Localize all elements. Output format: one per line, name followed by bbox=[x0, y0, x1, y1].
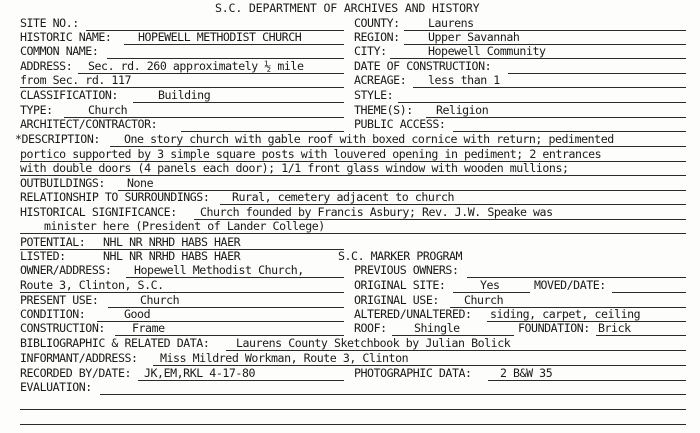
photographic-label: PHOTOGRAPHIC DATA: bbox=[354, 366, 472, 380]
photographic-value: 2 B&W 35 bbox=[500, 366, 553, 380]
evaluation-line-2 bbox=[20, 409, 686, 410]
moved-date-line bbox=[612, 292, 686, 293]
construction-label: CONSTRUCTION: bbox=[20, 321, 105, 335]
significance-rule-2 bbox=[20, 233, 686, 234]
original-use-label: ORIGINAL USE: bbox=[354, 293, 439, 307]
county-label: COUNTY: bbox=[354, 16, 400, 30]
significance-label: HISTORICAL SIGNIFICANCE: bbox=[20, 205, 177, 219]
present-use-label: PRESENT USE: bbox=[20, 293, 99, 307]
public-access-label: PUBLIC ACCESS: bbox=[354, 117, 446, 131]
historic-name-line bbox=[124, 44, 344, 45]
themes-line bbox=[426, 117, 686, 118]
owner-label: OWNER/ADDRESS: bbox=[20, 263, 112, 277]
roof-value: Shingle bbox=[414, 321, 460, 335]
previous-owners-label: PREVIOUS OWNERS: bbox=[354, 263, 459, 277]
classification-label: CLASSIFICATION: bbox=[20, 88, 118, 102]
description-label: *DESCRIPTION: bbox=[15, 132, 100, 146]
region-label: REGION: bbox=[354, 30, 400, 44]
bibliographic-value: Laurens County Sketchbook by Julian Bolick bbox=[236, 336, 511, 350]
form-title: S.C. DEPARTMENT OF ARCHIVES AND HISTORY bbox=[215, 1, 480, 15]
site-no-label: SITE NO.: bbox=[20, 16, 79, 30]
acreage-label: ACREAGE: bbox=[354, 73, 407, 87]
informant-value: Miss Mildred Workman, Route 3, Clinton bbox=[160, 351, 409, 365]
foundation-value: Brick bbox=[598, 321, 631, 335]
evaluation-label: EVALUATION: bbox=[20, 380, 92, 394]
acreage-line bbox=[413, 87, 686, 88]
photographic-line bbox=[488, 380, 686, 381]
foundation-line bbox=[596, 335, 686, 336]
owner-value-1: Hopewell Methodist Church, bbox=[134, 263, 304, 277]
roof-label: ROOF: bbox=[354, 321, 387, 335]
county-value: Laurens bbox=[428, 16, 474, 30]
condition-value: Good bbox=[124, 307, 151, 321]
potential-label: POTENTIAL: bbox=[20, 235, 86, 249]
date-construction-label: DATE OF CONSTRUCTION: bbox=[354, 59, 492, 73]
recorded-line bbox=[138, 380, 344, 381]
classification-value: Building bbox=[158, 88, 211, 102]
address-label: ADDRESS: bbox=[20, 59, 73, 73]
foundation-label: FOUNDATION: bbox=[518, 321, 590, 335]
relationship-label: RELATIONSHIP TO SURROUNDINGS: bbox=[20, 190, 210, 204]
owner-value-2: Route 3, Clinton, S.C. bbox=[20, 278, 164, 292]
relationship-value: Rural, cemetery adjacent to church bbox=[232, 190, 455, 204]
altered-label: ALTERED/UNALTERED: bbox=[354, 307, 472, 321]
type-label: TYPE: bbox=[20, 103, 53, 117]
address-value-2: from Sec. rd. 117 bbox=[20, 73, 132, 87]
significance-line-1: Church founded by Francis Asbury; Rev. J.W. Speake was bbox=[200, 205, 553, 219]
address-value-1: Sec. rd. 260 approximately ½ mile bbox=[88, 59, 304, 73]
region-value: Upper Savannah bbox=[428, 30, 520, 44]
date-construction-line bbox=[508, 73, 686, 74]
evaluation-line-1 bbox=[100, 394, 686, 395]
listed-label: LISTED: bbox=[20, 249, 66, 263]
acreage-value: less than 1 bbox=[428, 73, 500, 87]
outbuildings-label: OUTBUILDINGS: bbox=[20, 176, 105, 190]
outbuildings-value: None bbox=[127, 176, 154, 190]
classification-line bbox=[133, 102, 344, 103]
marker-program-label: S.C. MARKER PROGRAM bbox=[338, 249, 463, 263]
city-value: Hopewell Community bbox=[428, 44, 546, 58]
original-use-value: Church bbox=[464, 293, 504, 307]
common-name-label: COMMON NAME: bbox=[20, 44, 99, 58]
recorded-label: RECORDED BY/DATE: bbox=[20, 366, 132, 380]
architect-label: ARCHITECT/CONTRACTOR: bbox=[20, 117, 158, 131]
recorded-value: JK,EM,RKL 4-17-80 bbox=[144, 366, 256, 380]
altered-value: siding, carpet, ceiling bbox=[490, 307, 641, 321]
significance-line-2: minister here (President of Lander College) bbox=[44, 219, 325, 233]
informant-label: INFORMANT/ADDRESS: bbox=[20, 351, 138, 365]
construction-value: Frame bbox=[132, 321, 165, 335]
type-value: Church bbox=[88, 103, 128, 117]
themes-label: THEME(S): bbox=[354, 103, 413, 117]
potential-options: NHL NR NRHD HABS HAER bbox=[103, 235, 241, 249]
description-rule-3 bbox=[20, 175, 686, 176]
style-label: STYLE: bbox=[354, 88, 394, 102]
historic-name-value: HOPEWELL METHODIST CHURCH bbox=[138, 30, 302, 44]
moved-date-label: MOVED/DATE: bbox=[534, 278, 606, 292]
historic-name-label: HISTORIC NAME: bbox=[20, 30, 112, 44]
present-use-value: Church bbox=[140, 293, 180, 307]
original-site-value: Yes bbox=[480, 278, 500, 292]
listed-options: NHL NR NRHD HABS HAER bbox=[103, 249, 241, 263]
themes-value: Religion bbox=[436, 103, 489, 117]
description-line-3: with double doors (4 panels each door); 1/1 front glass window with wooden mullions; bbox=[20, 161, 569, 175]
condition-label: CONDITION: bbox=[20, 307, 86, 321]
evaluation-line-3 bbox=[20, 424, 686, 425]
description-line-1: One story church with gable roof with boxed cornice with return; pedimented bbox=[124, 132, 614, 146]
bibliographic-label: BIBLIOGRAPHIC & RELATED DATA: bbox=[20, 336, 210, 350]
original-site-label: ORIGINAL SITE: bbox=[354, 278, 446, 292]
city-label: CITY: bbox=[354, 44, 387, 58]
description-line-2: portico supported by 3 simple square posts with louvered opening in pediment; 2 entrances bbox=[20, 147, 602, 161]
